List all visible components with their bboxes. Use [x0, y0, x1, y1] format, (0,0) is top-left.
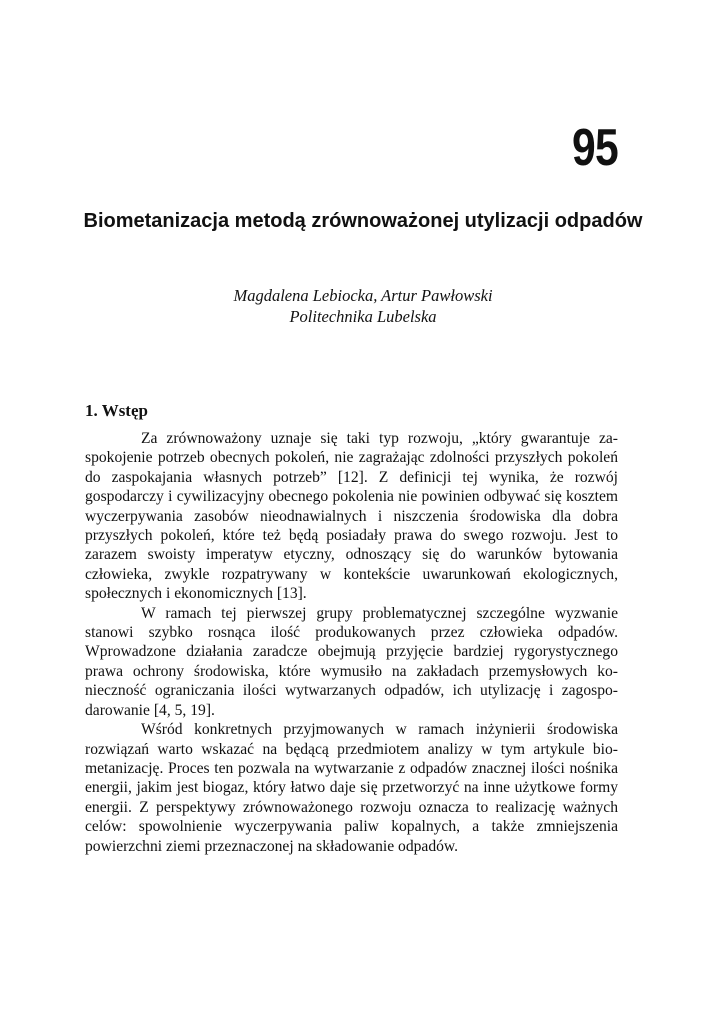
paragraph: W ramach tej pierwszej grupy problematycznej szczególne wyzwanie stanowi szybko rosnąca ilość produkowanych przez człowieka odpadów. Wprowadzone działania zaradcze obejmują przyjęcie bardziej rygorystycznego prawa ochrony środowiska, które wymusiło na zakładach przemysłowych konieczność ograniczania ilości wytwarzanych odpadów, ich utylizację i zagospodarowanie [4, 5, 19]. [85, 604, 618, 719]
affiliation: Politechnika Lubelska [289, 307, 437, 326]
paragraph: Za zrównoważony uznaje się taki typ rozwoju, „który gwarantuje zaspokojenie potrzeb obecnych pokoleń, nie zagrażając zdolności przyszłych pokoleń do zaspokajania własnych potrzeb” [12]. Z definicji tej wynika, że rozwój gospodarczy i cywilizacyjny obecnego pokolenia nie powinien odbywać się kosztem wyczerpywania zasobów nieodnawialnych i niszczenia środowiska dla dobra przyszłych pokoleń, które też będą posiadały prawa do swego rozwoju. Jest to zarazem swoisty imperatyw etyczny, odnoszący się do warunków bytowania człowieka, zwykle rozpatrywany w kontekście uwarunkowań ekologicznych, społecznych i ekonomicznych [13]. [85, 430, 618, 603]
author-block [80, 285, 646, 327]
section-heading: 1. Wstęp [85, 401, 148, 420]
authors: Magdalena Lebiocka, Artur Pawłowski [233, 286, 493, 305]
section-body [85, 429, 618, 856]
paper-title: Biometanizacja metodą zrównoważonej utylizacji odpadów [83, 210, 643, 232]
chapter-number: 95 [572, 119, 618, 177]
paragraph: Wśród konkretnych przyjmowanych w ramach inżynierii środowiska rozwiązań warto wskazać na będącą przedmiotem analizy w tym artykule biometanizację. Proces ten pozwala na wytwarzanie z odpadów znacznej ilości nośnika energii, jakim jest biogaz, który łatwo daje się przetworzyć na inne użytkowe formy energii. Z perspektywy zrównoważonego rozwoju oznacza to realizację ważnych celów: spowolnienie wyczerpywania paliw kopalnych, a także zmniejszenia powierzchni ziemi przeznaczonej na składowanie odpadów. [85, 721, 618, 855]
